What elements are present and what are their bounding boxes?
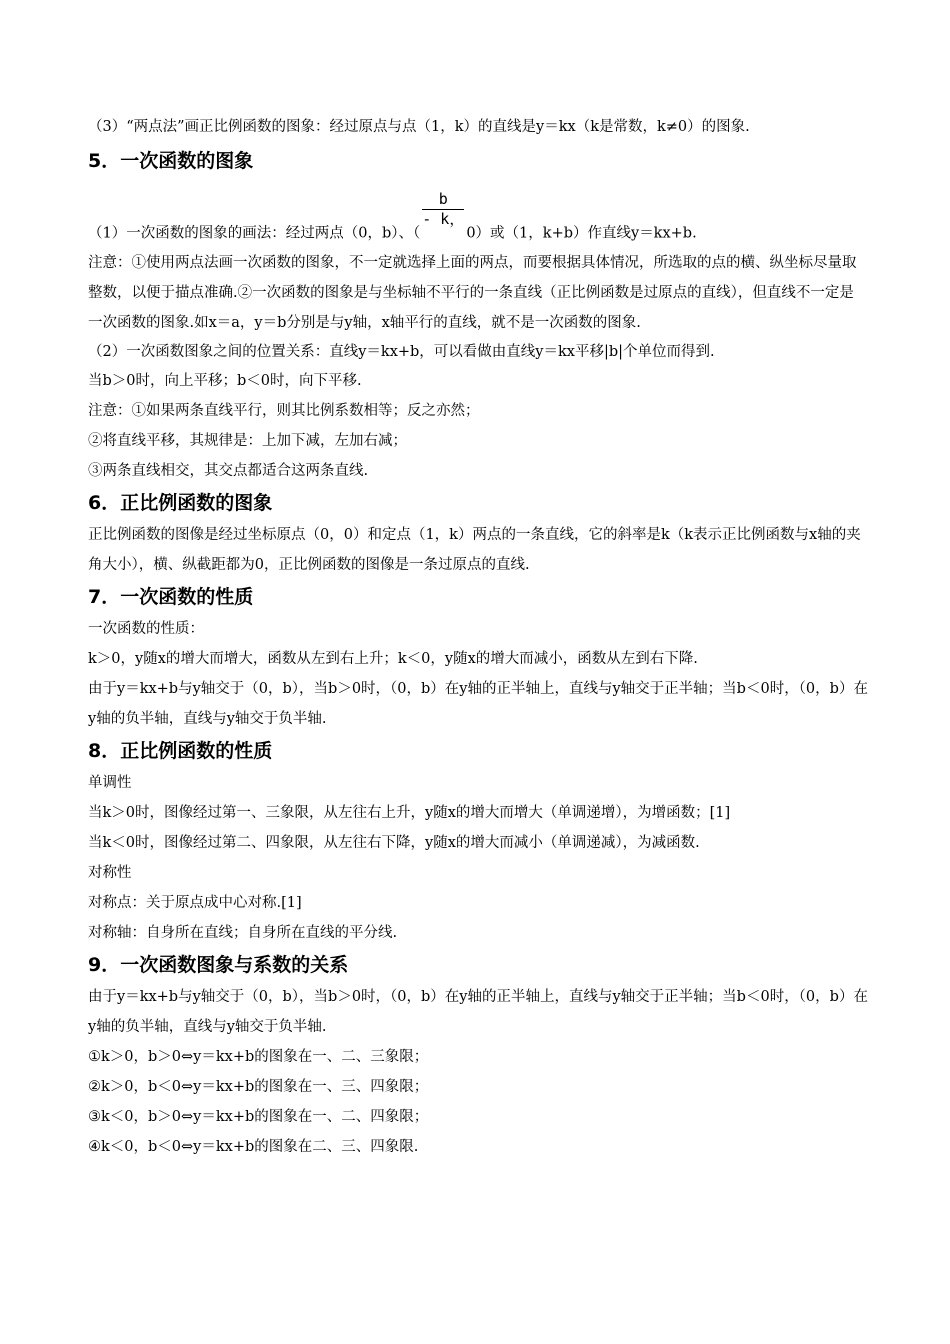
- s9-line1: 由于y＝kx+b与y轴交于（0，b），当b＞0时，（0，b）在y轴的正半轴上，直线与y轴交于正半轴；当b＜0时，（0，b）在y轴的负半轴，直线与y轴交于负半轴.: [88, 989, 868, 1036]
- s8-line2: 当k＞0时，图像经过第一、三象限，从左往右上升，y随x的增大而增大（单调递增），为增函数；[1]: [88, 805, 731, 822]
- s9-case1: ①k＞0，b＞0⇔y＝kx+b的图象在一、二、三象限；: [88, 1049, 429, 1066]
- s7-line3: 由于y＝kx+b与y轴交于（0，b），当b＞0时，（0，b）在y轴的正半轴上，直线与y轴交于正半轴；当b＜0时，（0，b）在y轴的负半轴，直线与y轴交于负半轴.: [88, 681, 868, 728]
- section-7-title: 7．一次函数的性质: [88, 586, 254, 609]
- s8-line4: 对称性: [88, 865, 132, 882]
- s8-line3: 当k＜0时，图像经过第二、四象限，从左往右下降，y随x的增大而减小（单调递减），为减函数.: [88, 835, 700, 852]
- s9-case2: ②k＞0，b＜0⇔y＝kx+b的图象在一、三、四象限；: [88, 1079, 429, 1096]
- document-body: [88, 112, 868, 1162]
- s7-line1: 一次函数的性质：: [88, 621, 204, 638]
- s5-note2-2: ②将直线平移，其规律是：上加下减，左加右减；: [88, 433, 407, 450]
- s5-item1-pre: （1）一次函数的图象的画法：经过两点（0，b）、（: [88, 225, 421, 242]
- s5-note1: 注意：①使用两点法画一次函数的图象，不一定就选择上面的两点，而要根据具体情况，所选取的点的横、纵坐标尽量取整数，以便于描点准确.②一次函数的图象是与坐标轴不平行的一条直线（正比例函数是过原点的直线），但直线不一定是一次函数的图象.如x＝a，y＝b分别是与y轴，x轴平行的直线，就不是一次函数的图象.: [88, 255, 857, 332]
- s5-item2b: 当b＞0时，向上平移；b＜0时，向下平移.: [88, 373, 362, 390]
- fraction-b-over-k: [422, 192, 464, 228]
- s5-item1-post: 0）或（1，k+b）作直线y＝kx+b.: [466, 225, 697, 242]
- fraction-denominator: - k，: [422, 209, 465, 228]
- s5-note2-3: ③两条直线相交，其交点都适合这两条直线.: [88, 463, 369, 480]
- s7-line2: k＞0，y随x的增大而增大，函数从左到右上升；k＜0，y随x的增大而减小，函数从左到右下降.: [88, 651, 698, 668]
- s4-item3: （3）“两点法”画正比例函数的图象：经过原点与点（1，k）的直线是y＝kx（k是常数，k≠0）的图象.: [88, 119, 750, 135]
- s9-case3: ③k＜0，b＞0⇔y＝kx+b的图象在一、二、四象限；: [88, 1109, 429, 1126]
- s9-case4: ④k＜0，b＜0⇔y＝kx+b的图象在二、三、四象限.: [88, 1139, 419, 1156]
- section-6-title: 6．正比例函数的图象: [88, 492, 273, 515]
- s8-line1: 单调性: [88, 775, 132, 792]
- s5-item2: （2）一次函数图象之间的位置关系：直线y＝kx+b，可以看做由直线y＝kx平移|b|个单位而得到.: [88, 344, 715, 361]
- s5-note2-1: 注意：①如果两条直线平行，则其比例系数相等；反之亦然；: [88, 403, 480, 420]
- section-8-title: 8．正比例函数的性质: [88, 740, 273, 763]
- s5-item1: [88, 192, 868, 248]
- s8-line6: 对称轴：自身所在直线；自身所在直线的平分线.: [88, 925, 398, 942]
- section-9-title: 9．一次函数图象与系数的关系: [88, 954, 349, 977]
- s8-line5: 对称点：关于原点成中心对称.[1]: [88, 895, 302, 912]
- section-5-title: 5．一次函数的图象: [88, 150, 254, 172]
- fraction-numerator: b: [422, 192, 464, 210]
- s6-text: 正比例函数的图像是经过坐标原点（0，0）和定点（1，k）两点的一条直线，它的斜率是k（k表示正比例函数与x轴的夹角大小），横、纵截距都为0，正比例函数的图像是一条过原点的直线.: [88, 527, 861, 574]
